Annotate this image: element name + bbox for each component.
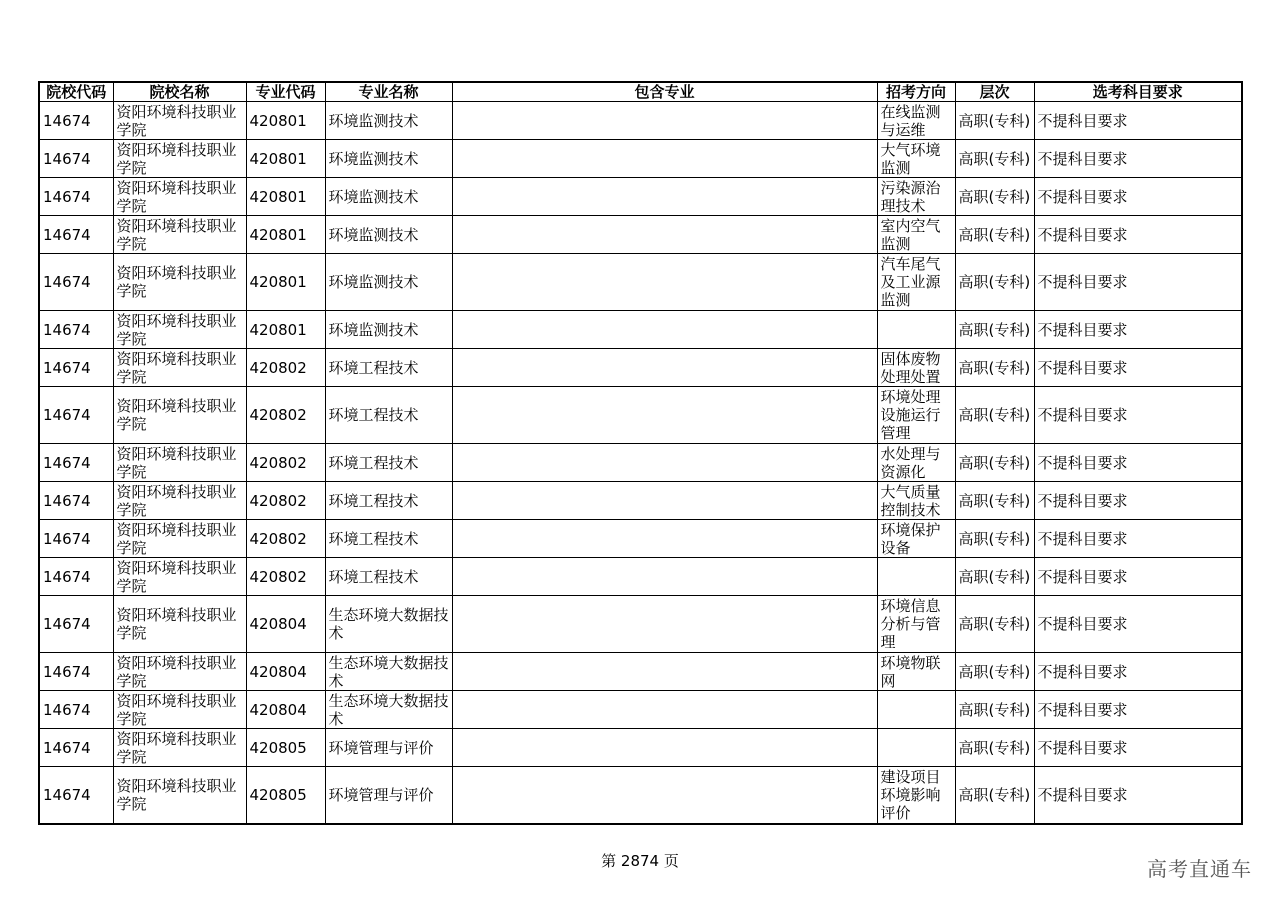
- cell-school-name: 资阳环境科技职业学院: [113, 311, 246, 349]
- cell-school-name: 资阳环境科技职业学院: [113, 653, 246, 691]
- cell-level: 高职(专科): [955, 178, 1034, 216]
- cell-school-name: 资阳环境科技职业学院: [113, 558, 246, 596]
- cell-subject-requirement: 不提科目要求: [1034, 558, 1242, 596]
- cell-direction: 大气质量控制技术: [877, 482, 955, 520]
- cell-major-code: 420805: [246, 729, 325, 767]
- cell-school-code: 14674: [39, 520, 113, 558]
- cell-school-code: 14674: [39, 767, 113, 824]
- cell-subject-requirement: 不提科目要求: [1034, 729, 1242, 767]
- cell-major-name: 环境监测技术: [325, 216, 452, 254]
- cell-included-majors: [452, 444, 877, 482]
- table-row: [39, 691, 1242, 729]
- cell-school-code: 14674: [39, 387, 113, 444]
- cell-subject-requirement: 不提科目要求: [1034, 387, 1242, 444]
- cell-included-majors: [452, 311, 877, 349]
- cell-major-name: 环境管理与评价: [325, 767, 452, 824]
- header-major-code: 专业代码: [246, 82, 325, 102]
- cell-included-majors: [452, 653, 877, 691]
- cell-major-code: 420802: [246, 349, 325, 387]
- cell-school-code: 14674: [39, 140, 113, 178]
- cell-direction: [877, 311, 955, 349]
- cell-school-name: 资阳环境科技职业学院: [113, 349, 246, 387]
- cell-included-majors: [452, 691, 877, 729]
- cell-school-code: 14674: [39, 691, 113, 729]
- cell-direction: 固体废物处理处置: [877, 349, 955, 387]
- cell-level: 高职(专科): [955, 482, 1034, 520]
- cell-school-name: 资阳环境科技职业学院: [113, 767, 246, 824]
- table-row: [39, 178, 1242, 216]
- cell-school-code: 14674: [39, 349, 113, 387]
- table-row: [39, 596, 1242, 653]
- header-direction: 招考方向: [877, 82, 955, 102]
- table-row: [39, 520, 1242, 558]
- table-row: [39, 729, 1242, 767]
- cell-school-code: 14674: [39, 444, 113, 482]
- cell-school-name: 资阳环境科技职业学院: [113, 444, 246, 482]
- cell-direction: 环境保护设备: [877, 520, 955, 558]
- cell-subject-requirement: 不提科目要求: [1034, 482, 1242, 520]
- cell-school-code: 14674: [39, 311, 113, 349]
- cell-school-name: 资阳环境科技职业学院: [113, 596, 246, 653]
- table-row: [39, 387, 1242, 444]
- cell-subject-requirement: 不提科目要求: [1034, 596, 1242, 653]
- header-school-name: 院校名称: [113, 82, 246, 102]
- cell-major-code: 420801: [246, 311, 325, 349]
- cell-school-name: 资阳环境科技职业学院: [113, 387, 246, 444]
- cell-included-majors: [452, 596, 877, 653]
- table-row: [39, 311, 1242, 349]
- cell-major-name: 环境工程技术: [325, 349, 452, 387]
- cell-school-name: 资阳环境科技职业学院: [113, 520, 246, 558]
- cell-major-code: 420804: [246, 691, 325, 729]
- cell-major-code: 420804: [246, 653, 325, 691]
- page-number: 第 2874 页: [601, 852, 679, 870]
- cell-major-name: 环境工程技术: [325, 520, 452, 558]
- cell-included-majors: [452, 558, 877, 596]
- cell-included-majors: [452, 767, 877, 824]
- cell-direction: 水处理与资源化: [877, 444, 955, 482]
- cell-major-code: 420804: [246, 596, 325, 653]
- cell-included-majors: [452, 349, 877, 387]
- cell-major-code: 420801: [246, 178, 325, 216]
- table-row: [39, 653, 1242, 691]
- cell-major-code: 420802: [246, 558, 325, 596]
- cell-school-code: 14674: [39, 216, 113, 254]
- cell-direction: 在线监测与运维: [877, 102, 955, 140]
- cell-direction: 环境信息分析与管理: [877, 596, 955, 653]
- cell-subject-requirement: 不提科目要求: [1034, 767, 1242, 824]
- table-body: [39, 102, 1242, 824]
- cell-major-name: 环境监测技术: [325, 311, 452, 349]
- cell-major-name: 生态环境大数据技术: [325, 596, 452, 653]
- cell-school-name: 资阳环境科技职业学院: [113, 482, 246, 520]
- watermark: 高考直通车: [1147, 857, 1252, 881]
- cell-direction: [877, 729, 955, 767]
- cell-school-code: 14674: [39, 558, 113, 596]
- cell-major-code: 420801: [246, 140, 325, 178]
- cell-subject-requirement: 不提科目要求: [1034, 349, 1242, 387]
- cell-major-code: 420801: [246, 254, 325, 311]
- cell-level: 高职(专科): [955, 596, 1034, 653]
- cell-school-name: 资阳环境科技职业学院: [113, 178, 246, 216]
- cell-subject-requirement: 不提科目要求: [1034, 653, 1242, 691]
- cell-included-majors: [452, 140, 877, 178]
- cell-school-name: 资阳环境科技职业学院: [113, 729, 246, 767]
- cell-school-name: 资阳环境科技职业学院: [113, 254, 246, 311]
- cell-included-majors: [452, 254, 877, 311]
- cell-level: 高职(专科): [955, 254, 1034, 311]
- cell-major-code: 420802: [246, 520, 325, 558]
- cell-school-name: 资阳环境科技职业学院: [113, 140, 246, 178]
- cell-direction: 污染源治理技术: [877, 178, 955, 216]
- cell-subject-requirement: 不提科目要求: [1034, 178, 1242, 216]
- header-school-code: 院校代码: [39, 82, 113, 102]
- cell-subject-requirement: 不提科目要求: [1034, 140, 1242, 178]
- cell-direction: 汽车尾气及工业源监测: [877, 254, 955, 311]
- cell-major-name: 环境工程技术: [325, 387, 452, 444]
- cell-level: 高职(专科): [955, 387, 1034, 444]
- cell-level: 高职(专科): [955, 349, 1034, 387]
- header-level: 层次: [955, 82, 1034, 102]
- cell-level: 高职(专科): [955, 767, 1034, 824]
- cell-school-code: 14674: [39, 178, 113, 216]
- cell-subject-requirement: 不提科目要求: [1034, 102, 1242, 140]
- cell-direction: 大气环境监测: [877, 140, 955, 178]
- cell-school-code: 14674: [39, 653, 113, 691]
- cell-subject-requirement: 不提科目要求: [1034, 520, 1242, 558]
- cell-level: 高职(专科): [955, 140, 1034, 178]
- table-row: [39, 558, 1242, 596]
- header-included-majors: 包含专业: [452, 82, 877, 102]
- table-row: [39, 767, 1242, 824]
- admission-table: [38, 81, 1243, 825]
- cell-included-majors: [452, 520, 877, 558]
- cell-subject-requirement: 不提科目要求: [1034, 216, 1242, 254]
- cell-included-majors: [452, 729, 877, 767]
- table-row: [39, 444, 1242, 482]
- cell-major-name: 环境管理与评价: [325, 729, 452, 767]
- cell-subject-requirement: 不提科目要求: [1034, 311, 1242, 349]
- cell-subject-requirement: 不提科目要求: [1034, 254, 1242, 311]
- cell-level: 高职(专科): [955, 558, 1034, 596]
- table-row: [39, 349, 1242, 387]
- cell-level: 高职(专科): [955, 729, 1034, 767]
- table-header-row: [39, 82, 1242, 102]
- cell-included-majors: [452, 178, 877, 216]
- cell-school-code: 14674: [39, 102, 113, 140]
- cell-major-name: 环境监测技术: [325, 178, 452, 216]
- cell-direction: 环境处理设施运行管理: [877, 387, 955, 444]
- cell-included-majors: [452, 387, 877, 444]
- cell-major-name: 生态环境大数据技术: [325, 691, 452, 729]
- cell-level: 高职(专科): [955, 653, 1034, 691]
- cell-school-name: 资阳环境科技职业学院: [113, 102, 246, 140]
- cell-included-majors: [452, 482, 877, 520]
- table-row: [39, 216, 1242, 254]
- cell-major-name: 环境工程技术: [325, 558, 452, 596]
- cell-level: 高职(专科): [955, 216, 1034, 254]
- cell-subject-requirement: 不提科目要求: [1034, 444, 1242, 482]
- table-row: [39, 102, 1242, 140]
- table-row: [39, 254, 1242, 311]
- table-row: [39, 140, 1242, 178]
- cell-school-code: 14674: [39, 596, 113, 653]
- table-row: [39, 482, 1242, 520]
- cell-direction: 环境物联网: [877, 653, 955, 691]
- cell-direction: [877, 691, 955, 729]
- cell-included-majors: [452, 216, 877, 254]
- cell-direction: 室内空气监测: [877, 216, 955, 254]
- cell-school-name: 资阳环境科技职业学院: [113, 216, 246, 254]
- cell-direction: 建设项目环境影响评价: [877, 767, 955, 824]
- admission-table-container: [38, 81, 1241, 825]
- cell-level: 高职(专科): [955, 311, 1034, 349]
- cell-school-name: 资阳环境科技职业学院: [113, 691, 246, 729]
- cell-major-name: 生态环境大数据技术: [325, 653, 452, 691]
- cell-major-name: 环境工程技术: [325, 444, 452, 482]
- header-subject-requirement: 选考科目要求: [1034, 82, 1242, 102]
- cell-major-name: 环境监测技术: [325, 140, 452, 178]
- cell-school-code: 14674: [39, 482, 113, 520]
- cell-major-code: 420802: [246, 444, 325, 482]
- cell-major-code: 420805: [246, 767, 325, 824]
- cell-major-code: 420802: [246, 482, 325, 520]
- header-major-name: 专业名称: [325, 82, 452, 102]
- cell-level: 高职(专科): [955, 691, 1034, 729]
- cell-major-name: 环境监测技术: [325, 102, 452, 140]
- cell-school-code: 14674: [39, 254, 113, 311]
- cell-major-name: 环境监测技术: [325, 254, 452, 311]
- cell-level: 高职(专科): [955, 520, 1034, 558]
- cell-major-code: 420801: [246, 102, 325, 140]
- cell-level: 高职(专科): [955, 444, 1034, 482]
- cell-included-majors: [452, 102, 877, 140]
- cell-subject-requirement: 不提科目要求: [1034, 691, 1242, 729]
- cell-direction: [877, 558, 955, 596]
- cell-level: 高职(专科): [955, 102, 1034, 140]
- cell-major-code: 420801: [246, 216, 325, 254]
- cell-major-code: 420802: [246, 387, 325, 444]
- cell-school-code: 14674: [39, 729, 113, 767]
- cell-major-name: 环境工程技术: [325, 482, 452, 520]
